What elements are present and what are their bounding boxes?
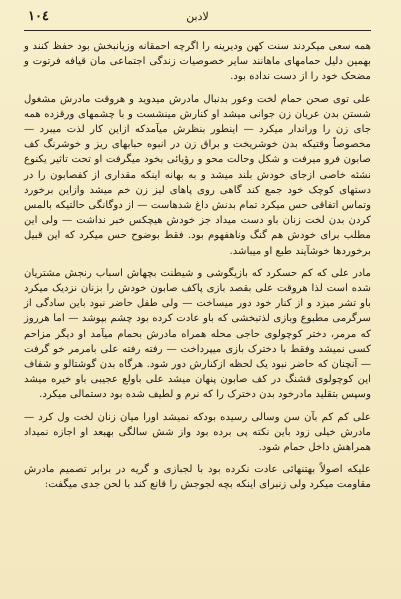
paragraph-4: علی کم کم بآن سن وسالی رسیده بودکه نمیشد اورا میان زنان لخت ول کرد — مادرش خیلی زود باین نکته پی برده بود واز شش سالگی بهبعد او اجازه نمیداد همراهش داخل حمام شود. (24, 411, 371, 454)
page-number: ١٠٤ (28, 9, 49, 24)
page-body (24, 39, 371, 493)
paragraph-1: همه سعی میکردند سنت کهن ودیرینه را اگرچه احمقانه وزیانبخش بود حفظ کنند و بهمین دلیل حمامهای ماهانند سایر خصوصیات زندگی اجتماعی مان قیافه فرتوت و مضحک خود را از دست نداده بود. (24, 41, 371, 83)
paragraph-3: مادر علی که کم حسکرد که بازیگوشی و شیطنت بچهاش اسباب رنجش مشتریان شده است لذا هروقت علی بقصد بازی پاکف صابون خودش را بزنان نزدیک میکرد باو تشر میزد و از کنار خود دور میساخت — ولی طفل حاضر نبود باین سادگی از سرگرمی مطبوع وبازی لذتبخشی که باو عادت کرده بود چشم بپوشد — اما هرروز که مرمر، دختر کوچولوی حاجی محله همراه مادرش بحمام میآمد او دیگر مزاحم کسی نمیشد وفقط با دخترک بازی میپرداخت — رفته رفته علی بامرمر خو گرفت — آنچنان که حاضر نبود یک لحظه ازکنارش دور شود. هرگاه بدن گوشتالو و شفاف این کوچولوی قشنگ در کف صابون پنهان میشد علی باولع عجیبی باو خیره میشد وسپس بتقلید مادرخود بدن دخترک را که نرم و لطیف شده بود دستمالی میکرد. (24, 267, 371, 401)
paragraph-5: علیکه اصولاً بهتنهائی عادت نکرده بود با لجبازی و گریه در برابر تصمیم مادرش مقاومت میکرد ولی زنبرای اینکه بچه لجوجش را قانع کند با لحن جدی میگفت: (24, 464, 371, 491)
page-header (24, 8, 371, 31)
running-title: لادبن (186, 10, 209, 23)
paragraph-2: علی توی صحن حمام لخت وعور بدنبال مادرش میدوید و هروقت مادرش مشغول شستن بدن عریان زن جوانی میشد او کنارش مینشست و با چشمهای ورقزده همه جای زن را وراندار میکرد — اینطور بنظرش میآمدکه ازاین کار لذت میبرد — مخصوصاً وقتیکه بدن خوشریخت و براق زن در انبوه حبابهای ریز و خوشرنگ کف صابون فرو میرفت و شکل وحالت محو و رؤیائی بخود میگرفت او تحت تاثیر یکنوع نشئه خاصی ازجای خودش بلند میشد و به بهانه اینکه مقداری از کفصابون را در دستهای کوچک خود جمع کند گاهی روی پاهای لیز زن خم میشد وازاین برخورد وتماس اتفاقی حس میکرد تمام بدنش داغ شدهاست — از دوگانگی حالتیکه بالمس کردن بدن لخت زنان باو دست میداد جز خودش هیچکس خبر نداشت — ولی این مطلب برای خودش هم گنگ وناهفهوم بود. فقط بوضوح حس میکرد که این قبیل برخوردها خوشآیند طبع او میباشد. (24, 93, 371, 257)
